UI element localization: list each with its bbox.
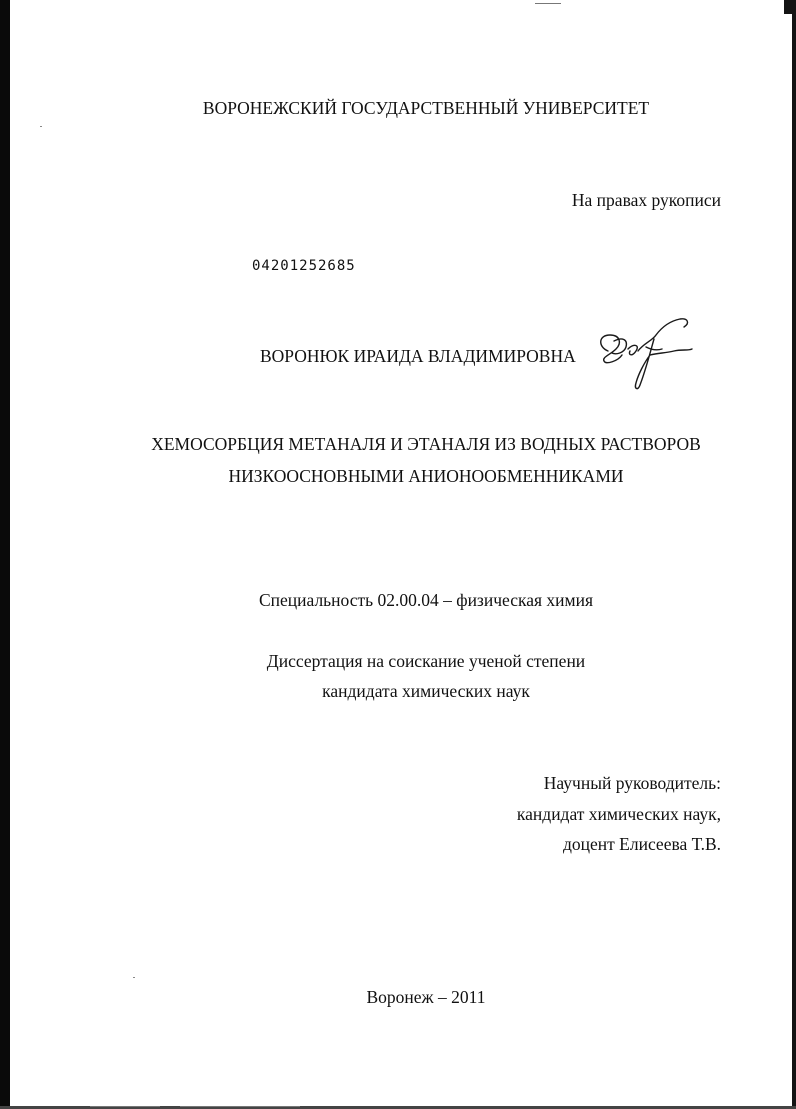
- manuscript-rights: На правах рукописи: [571, 190, 721, 210]
- supervisor-name: доцент Елисеева Т.В.: [562, 834, 721, 854]
- scan-artifact: [180, 1106, 300, 1107]
- scan-speck: [40, 126, 42, 127]
- author-name: ВОРОНЮК ИРАИДА ВЛАДИМИРОВНА: [260, 346, 576, 366]
- scan-corner-mark: [784, 0, 796, 14]
- degree-statement-line2: кандидата химических наук: [322, 681, 530, 701]
- supervisor-degree: кандидат химических наук,: [516, 804, 721, 824]
- place-year: Воронеж – 2011: [366, 987, 486, 1007]
- scan-right-edge: [792, 0, 796, 1109]
- scan-speck: [133, 977, 135, 978]
- supervisor-label: Научный руководитель:: [543, 773, 721, 793]
- registration-number: 04201252685: [252, 258, 356, 274]
- scan-artifact: [535, 3, 561, 4]
- signature-icon: [592, 313, 696, 393]
- dissertation-title-line1: ХЕМОСОРБЦИЯ МЕТАНАЛЯ И ЭТАНАЛЯ ИЗ ВОДНЫХ РАСТВОРОВ: [151, 434, 701, 454]
- university-name: ВОРОНЕЖСКИЙ ГОСУДАРСТВЕННЫЙ УНИВЕРСИТЕТ: [202, 98, 650, 118]
- specialty: Специальность 02.00.04 – физическая химия: [258, 590, 594, 610]
- scan-left-edge: [0, 0, 10, 1109]
- dissertation-title-line2: НИЗКООСНОВНЫМИ АНИОНООБМЕННИКАМИ: [228, 466, 624, 486]
- scan-artifact: [90, 1106, 160, 1107]
- degree-statement-line1: Диссертация на соискание ученой степени: [266, 651, 586, 671]
